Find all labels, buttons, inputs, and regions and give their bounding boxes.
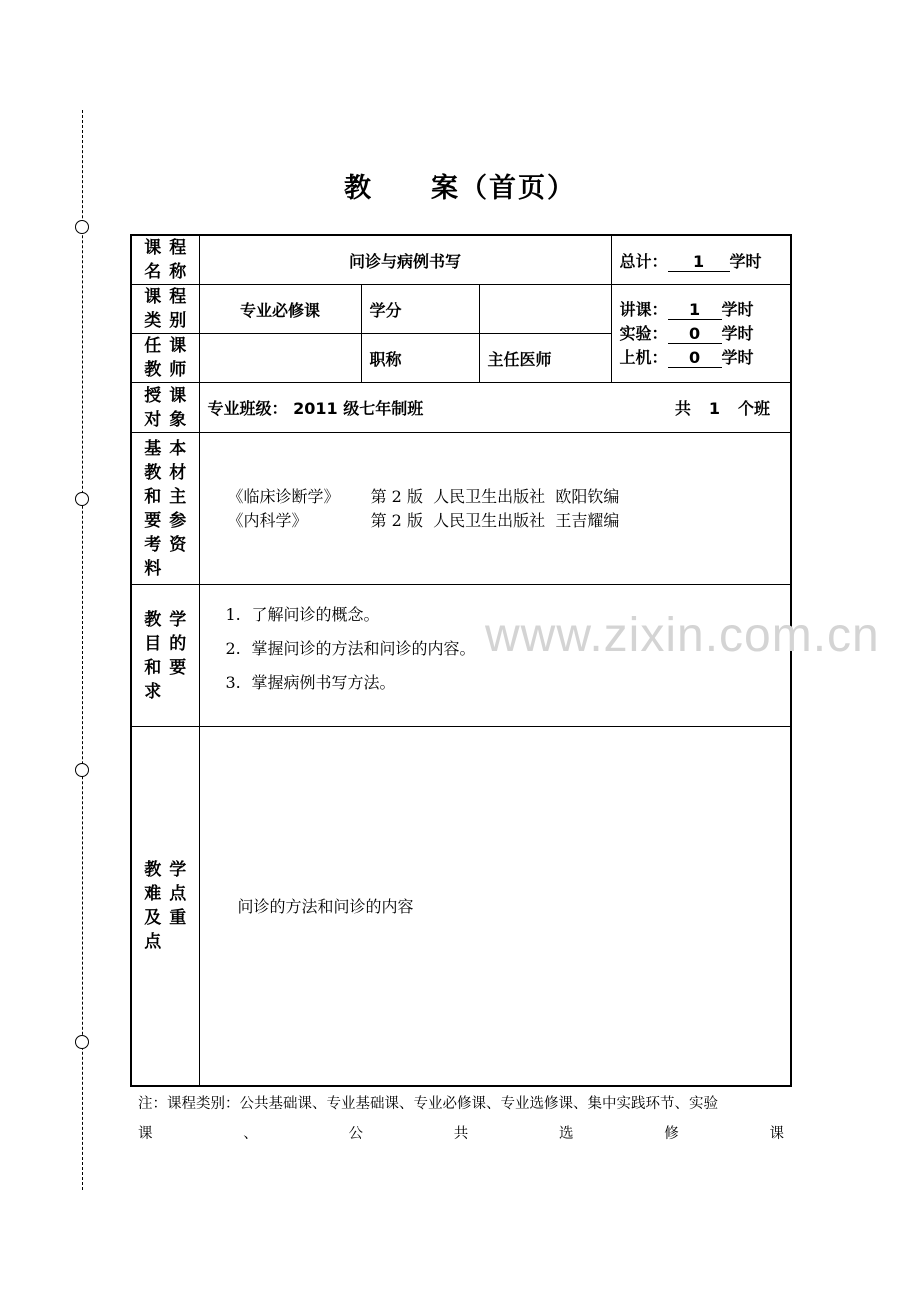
label-objectives: 教 学 目 的 和 要 求 (131, 585, 199, 727)
row-materials (131, 433, 791, 585)
computer-hours: 上机： 0 学时 (619, 347, 754, 367)
row-key-points (131, 727, 791, 1086)
objectives-list (199, 585, 791, 727)
job-title-label: 职称 (361, 334, 479, 383)
row-course-type (131, 285, 791, 334)
binding-hole (75, 763, 89, 777)
key-points-value: 问诊的方法和问诊的内容 (199, 727, 791, 1086)
label-audience: 授 课 对 象 (131, 383, 199, 433)
footnote-line-2: 课 、 公 共 选 修 课 (138, 1126, 784, 1142)
list-item: 2. 掌握问诊的方法和问诊的内容。 (225, 639, 476, 658)
teacher-value (199, 334, 361, 383)
label-course-name: 课 程 名 称 (131, 235, 199, 285)
label-teacher: 任 课 教 师 (131, 334, 199, 383)
list-item: 3. 掌握病例书写方法。 (225, 673, 396, 692)
audience-value (199, 383, 791, 433)
class-count: 共 1 个班 (674, 399, 770, 418)
footnote (138, 1089, 784, 1149)
job-title-value: 主任医师 (479, 334, 611, 383)
class-value: 2011 级七年制班 (293, 399, 424, 418)
footnote-line-1: 注：课程类别：公共基础课、专业基础课、专业必修课、专业选修课、集中实践环节、实验 (138, 1096, 718, 1112)
watermark: www.zixin.com.cn (485, 609, 880, 662)
label-key-points: 教 学 难 点 及 重 点 (131, 727, 199, 1086)
reference-list (199, 433, 791, 585)
total-hours: 总计： 1 学时 (611, 235, 791, 285)
course-name-value: 问诊与病例书写 (199, 235, 611, 285)
reference-item: 《临床诊断学》 第 2 版 人民卫生出版社 欧阳钦编 (227, 486, 620, 506)
page-title: 教 案（首页） (344, 173, 576, 204)
lecture-hours: 讲课： 1 学时 (619, 299, 754, 319)
course-type-value: 专业必修课 (199, 285, 361, 334)
binding-hole (75, 1035, 89, 1049)
reference-item: 《内科学》 第 2 版 人民卫生出版社 王吉耀编 (227, 510, 620, 530)
credit-label: 学分 (361, 285, 479, 334)
binding-hole (75, 220, 89, 234)
row-course-name (131, 235, 791, 285)
lab-hours: 实验： 0 学时 (619, 323, 754, 343)
binding-dashed-line (82, 110, 83, 1190)
label-course-type: 课 程 类 别 (131, 285, 199, 334)
class-label: 专业班级： (207, 399, 288, 418)
label-materials: 基 本 教 材 和 主 要 参 考 资 料 (131, 433, 199, 585)
row-objectives (131, 585, 791, 727)
row-audience (131, 383, 791, 433)
hours-breakdown (611, 285, 791, 383)
lesson-plan-table (130, 234, 792, 1087)
credit-value (479, 285, 611, 334)
list-item: 1. 了解问诊的概念。 (225, 605, 380, 624)
binding-hole (75, 492, 89, 506)
